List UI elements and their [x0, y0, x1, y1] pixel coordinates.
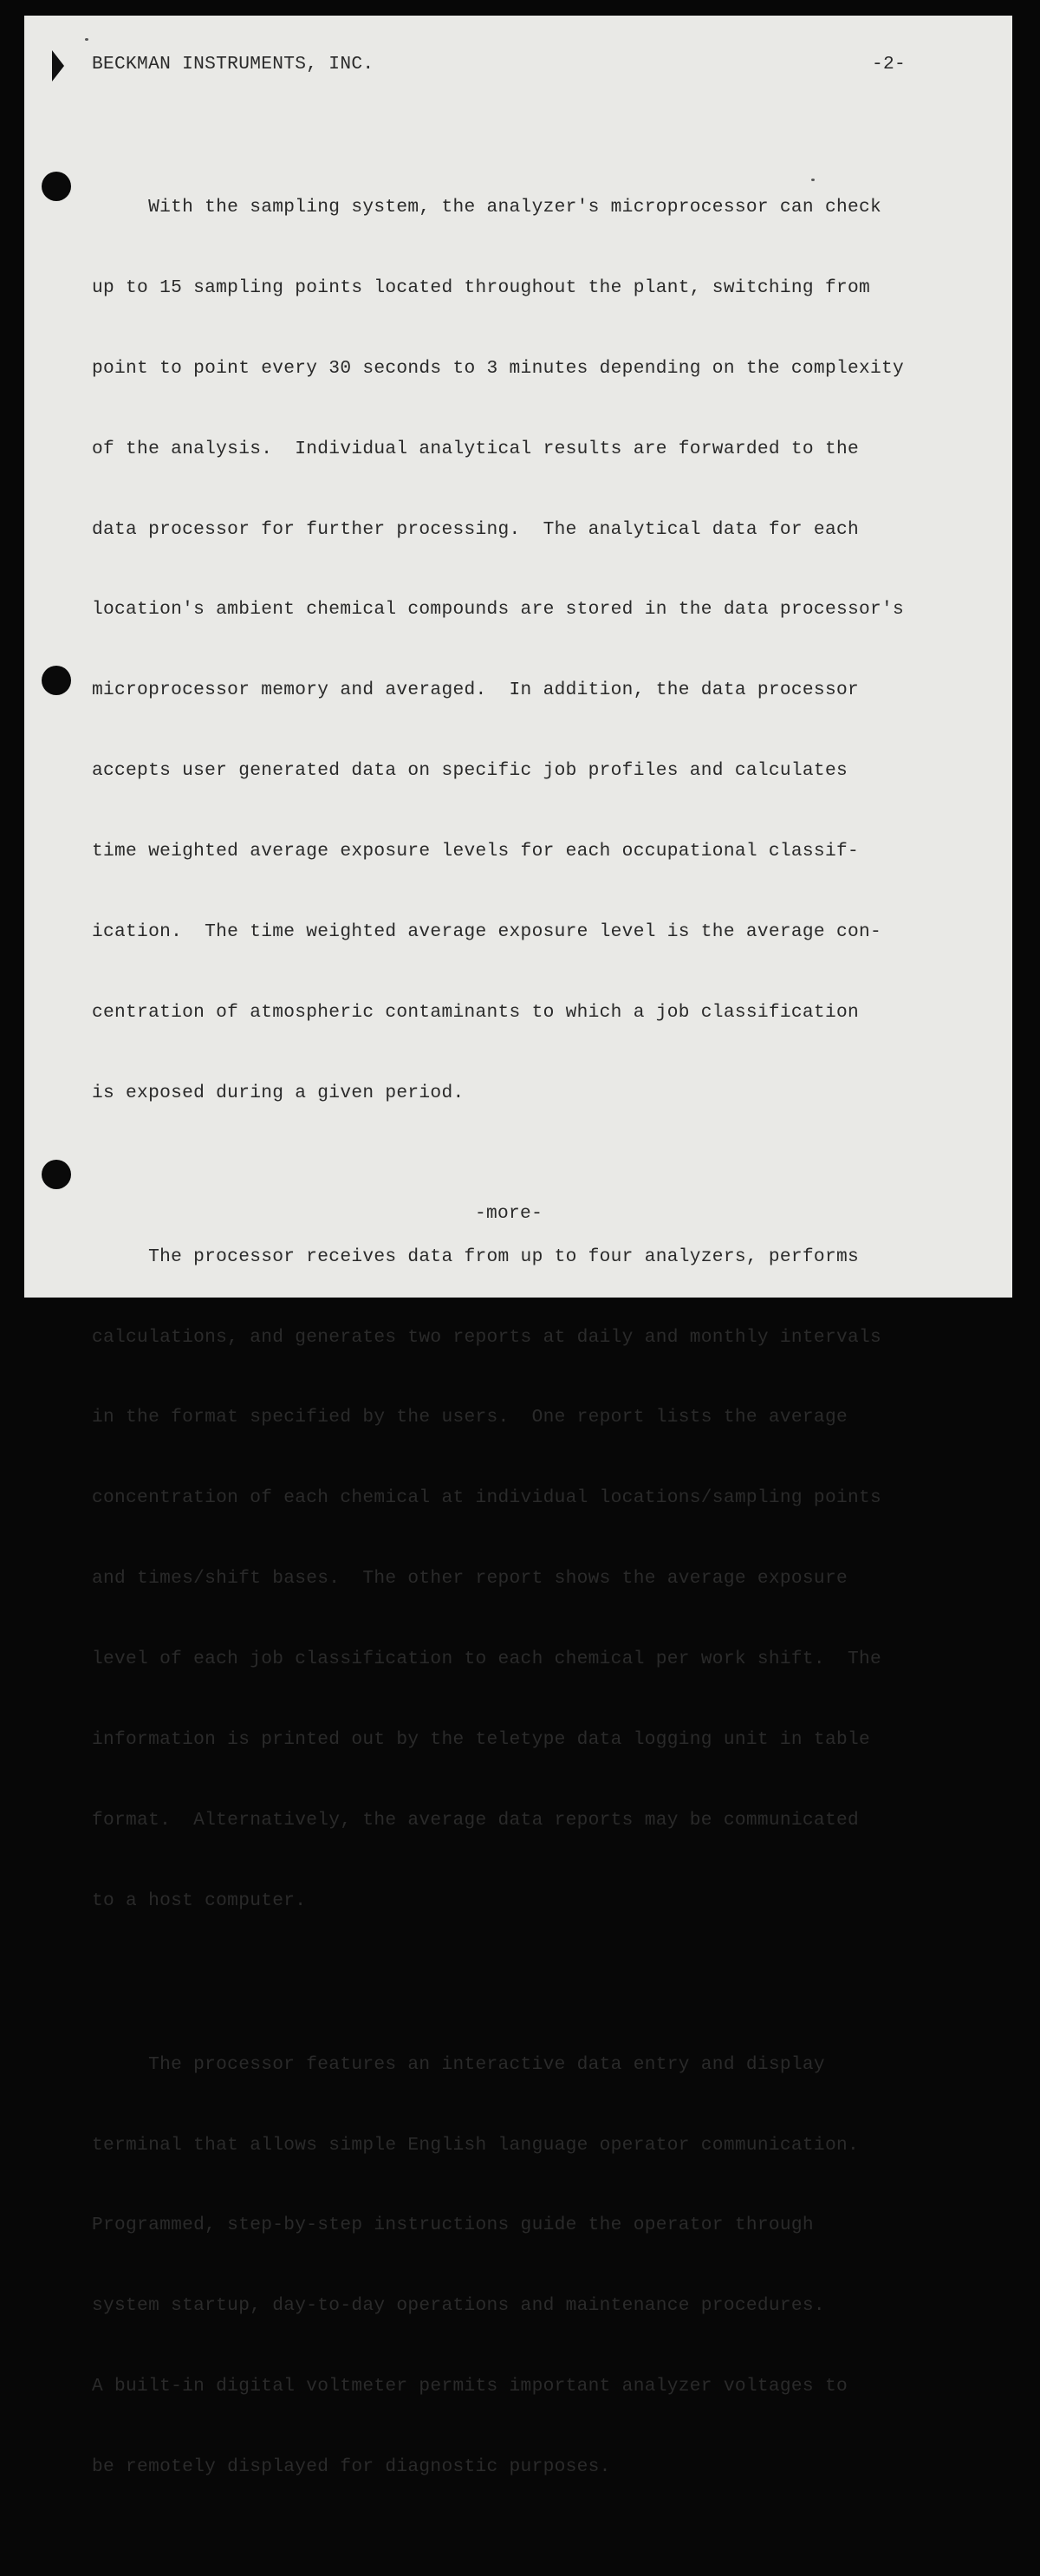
- text-line: system startup, day-to-day operations and maintenance procedures.: [92, 2295, 825, 2317]
- company-name: BECKMAN INSTRUMENTS, INC.: [92, 54, 374, 75]
- text-line: and times/shift bases. The other report shows the average exposure: [92, 1568, 848, 1590]
- text-line: time weighted average exposure levels for each occupational classif-: [92, 841, 859, 862]
- text-line: location's ambient chemical compounds are stored in the data processor's: [92, 599, 905, 621]
- text-line: to a host computer.: [92, 1890, 307, 1911]
- text-line: Programmed, step-by-step instructions guide the operator through: [92, 2215, 814, 2236]
- text-line: ication. The time weighted average exposure level is the average con-: [92, 921, 882, 943]
- paragraph-2: [92, 1202, 967, 1968]
- text-line: point to point every 30 seconds to 3 minutes depending on the complexity: [92, 357, 905, 379]
- text-line: format. Alternatively, the average data reports may be communicated: [92, 1809, 859, 1831]
- text-line: microprocessor memory and averaged. In addition, the data processor: [92, 680, 859, 701]
- text-line: accepts user generated data on specific job profiles and calculates: [92, 760, 848, 782]
- text-line: up to 15 sampling points located throughout the plant, switching from: [92, 276, 871, 298]
- margin-arrow-mark: [52, 50, 64, 81]
- text-line: information is printed out by the teletype data logging unit in table: [92, 1729, 871, 1751]
- text-line: With the sampling system, the analyzer's microprocessor can check: [92, 197, 882, 218]
- paragraph-3: [92, 2010, 967, 2534]
- paragraph-1: [92, 153, 967, 1161]
- continuation-marker: -more-: [475, 1203, 543, 1224]
- text-line: centration of atmospheric contaminants to which a job classification: [92, 1001, 859, 1023]
- text-line: in the format specified by the users. One report lists the average: [92, 1407, 848, 1428]
- binder-hole-top: [42, 172, 71, 201]
- page-header: [92, 54, 959, 78]
- text-line: concentration of each chemical at individual locations/sampling points: [92, 1487, 882, 1509]
- ink-speck: [85, 38, 88, 41]
- text-line: level of each job classification to each chemical per work shift. The: [92, 1649, 882, 1670]
- page-number: -2-: [872, 54, 907, 75]
- text-line: be remotely displayed for diagnostic purposes.: [92, 2456, 611, 2478]
- text-line: terminal that allows simple English language operator communication.: [92, 2134, 859, 2156]
- text-line: data processor for further processing. The analytical data for each: [92, 518, 859, 540]
- binder-hole-bottom: [42, 1160, 71, 1189]
- text-line: of the analysis. Individual analytical results are forwarded to the: [92, 438, 859, 459]
- document-body: [92, 111, 967, 2576]
- text-line: calculations, and generates two reports at daily and monthly intervals: [92, 1326, 882, 1348]
- text-line: The processor receives data from up to four analyzers, performs: [92, 1246, 859, 1267]
- text-line: A built-in digital voltmeter permits important analyzer voltages to: [92, 2376, 848, 2397]
- binder-hole-middle: [42, 666, 71, 695]
- text-line: The processor features an interactive data entry and display: [92, 2053, 825, 2075]
- text-line: is exposed during a given period.: [92, 1082, 465, 1103]
- document-page: [24, 16, 1012, 2478]
